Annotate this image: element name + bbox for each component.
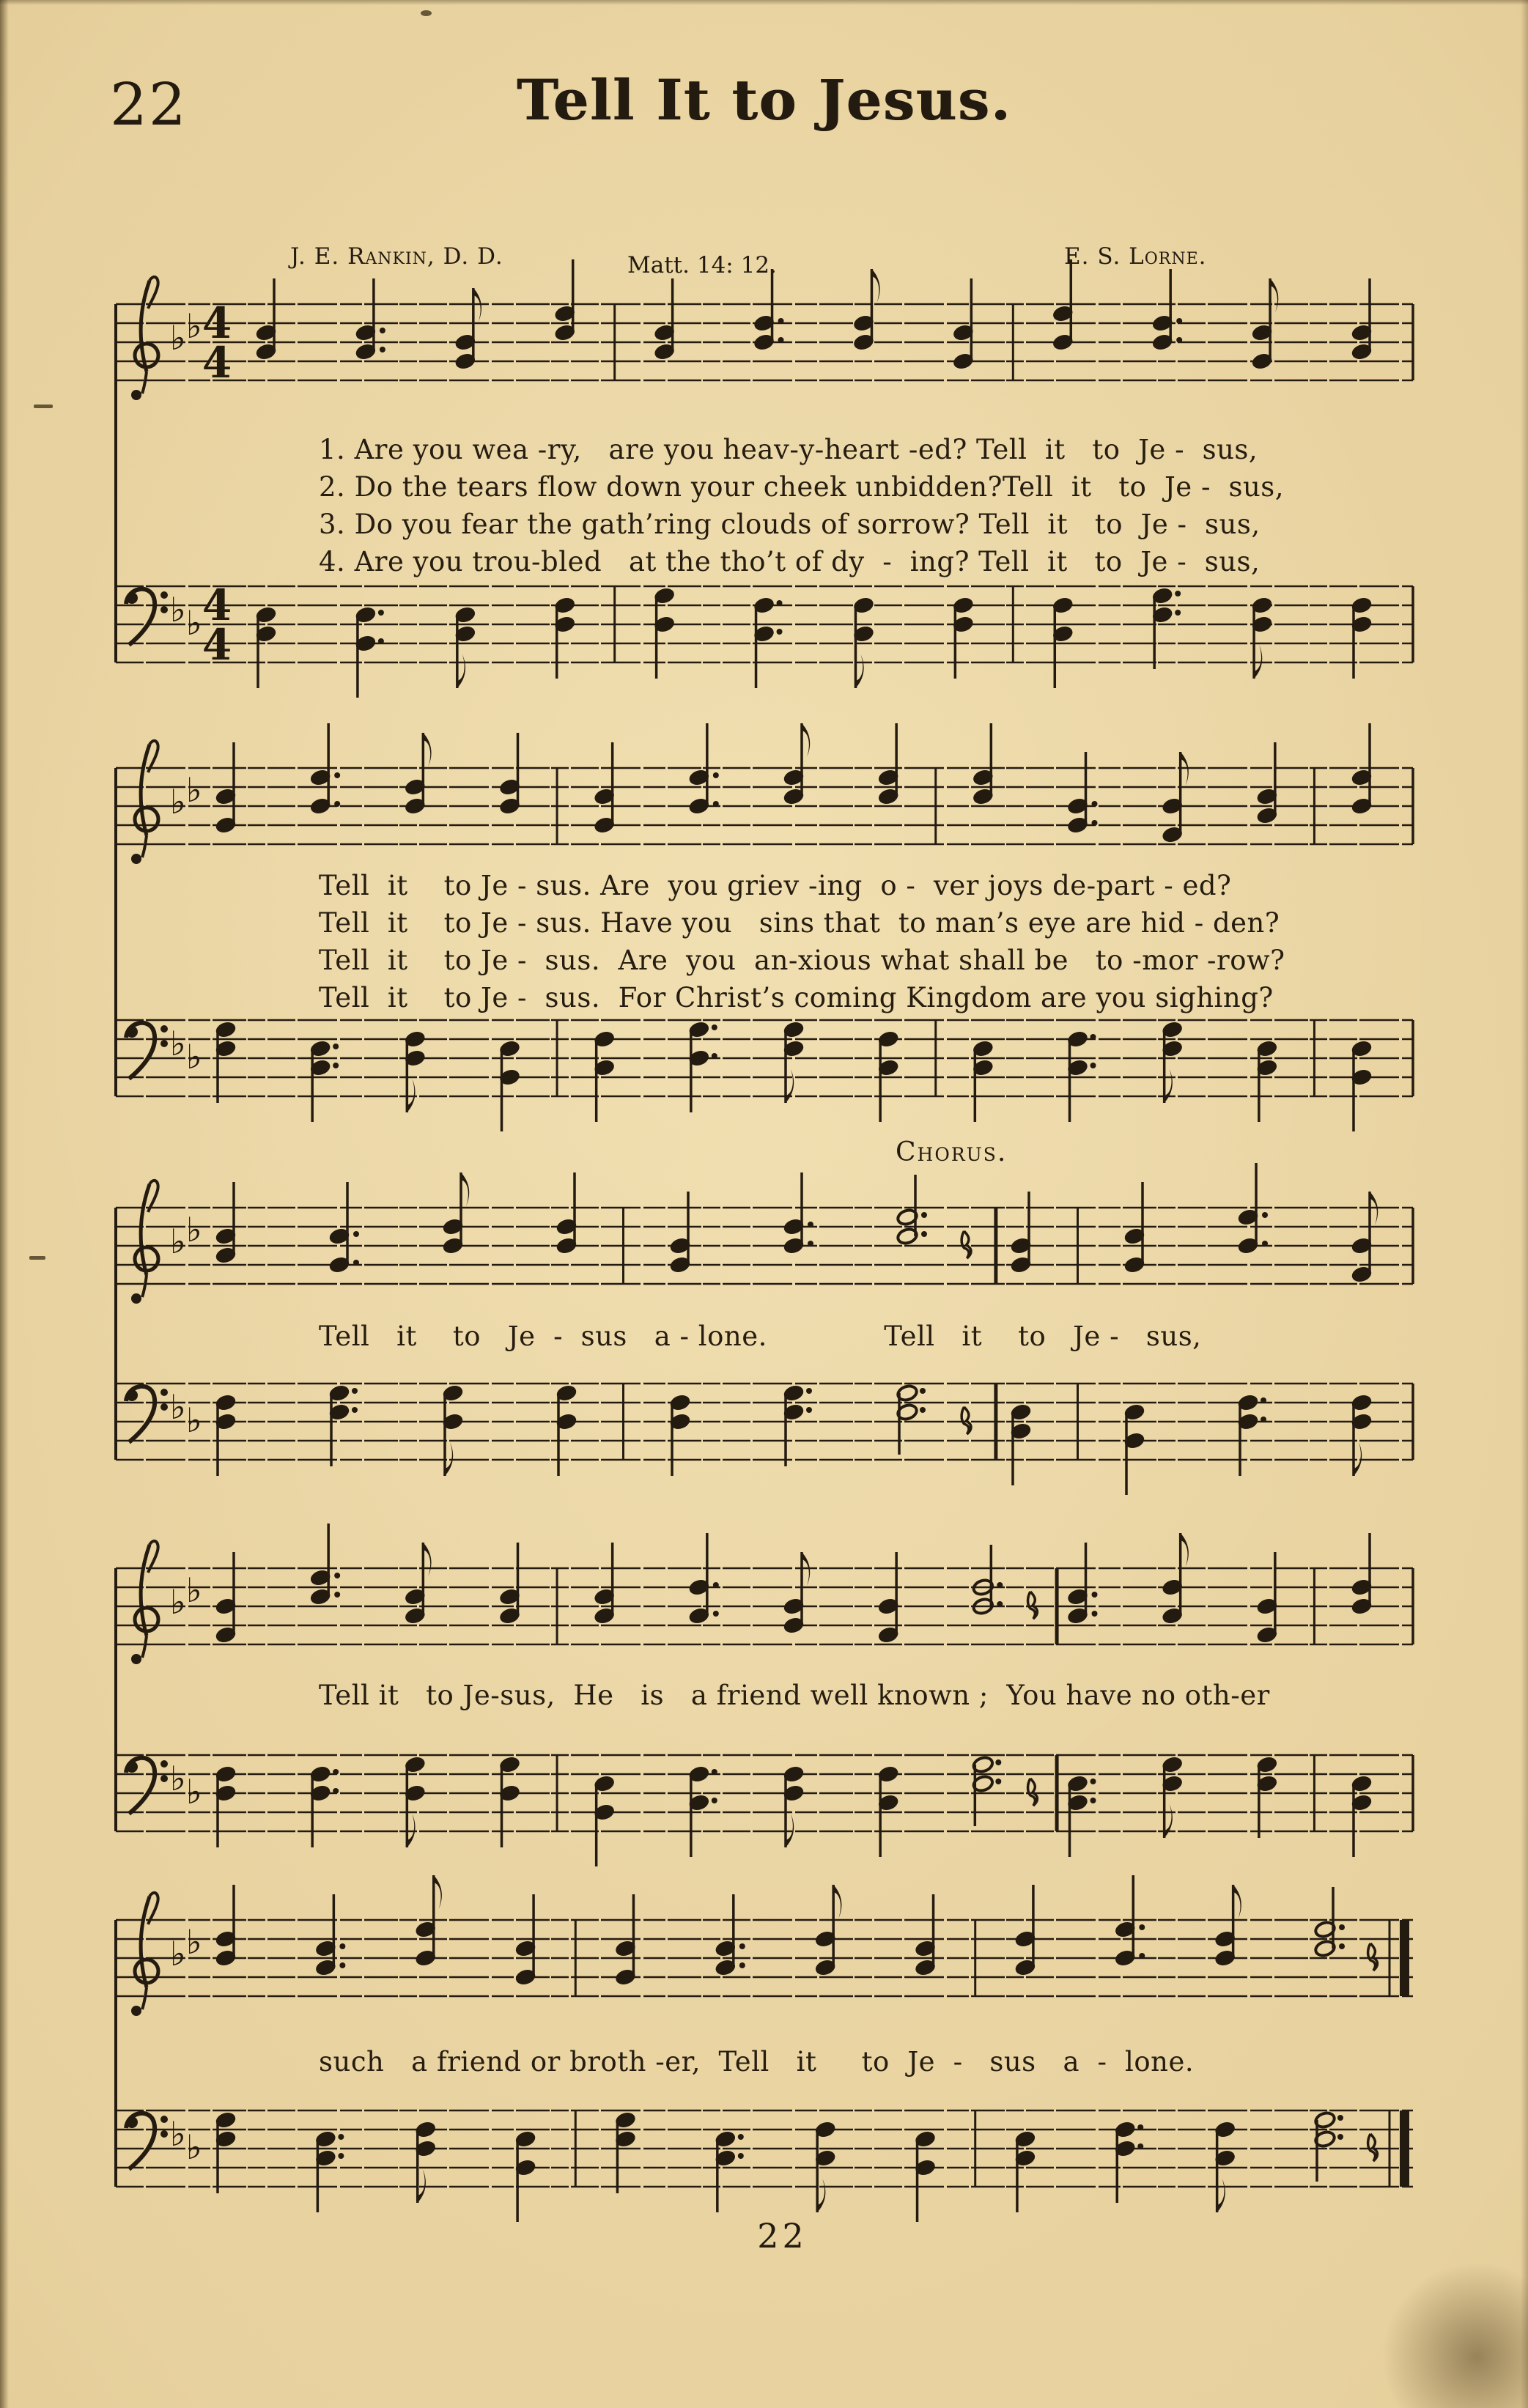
chorus-line-1: Tell it to Je - sus a - lone. Tell it to Je - sus, [319,1321,1202,1352]
refrain-line-3: Tell it to Je - sus. Are you an-xious what shall be to -mor -row? [319,945,1285,976]
scripture-reference: Matt. 14: 12. [627,252,777,278]
svg-text:4: 4 [202,298,232,348]
svg-text:♭: ♭ [186,603,202,643]
svg-text:♭: ♭ [186,1400,202,1440]
svg-text:♭: ♭ [170,782,186,821]
chorus-line-3: such a friend or broth -er, Tell it to Je - sus a - lone. [319,2046,1195,2078]
svg-text:♭: ♭ [186,306,202,346]
svg-text:4: 4 [202,338,232,388]
svg-text:♭: ♭ [170,1387,186,1427]
chorus-line-2: Tell it to Je-sus, He is a friend well known ; You have no oth-er [319,1680,1270,1711]
refrain-line-1: Tell it to Je - sus. Are you griev -ing o - ver joys de-part - ed? [319,870,1232,901]
svg-text:♭: ♭ [170,1759,186,1798]
page-number-bottom: 22 [757,2216,808,2256]
svg-text:♭: ♭ [170,590,186,629]
chorus-label: Chorus. [896,1137,1008,1167]
verse-line-4: 4. Are you trou-bled at the tho’t of dy - ing? Tell it to Je - sus, [319,546,1261,577]
svg-text:♭: ♭ [186,1772,202,1811]
svg-text:♭: ♭ [170,318,186,358]
svg-text:♭: ♭ [186,2127,202,2167]
svg-text:♭: ♭ [186,1570,202,1610]
page-number-top: 22 [110,70,188,139]
svg-text:♭: ♭ [186,1210,202,1249]
svg-text:♭: ♭ [170,2114,186,2154]
svg-text:♭: ♭ [170,1024,186,1063]
verse-line-2: 2. Do the tears flow down your cheek unbidden?Tell it to Je - sus, [319,471,1285,503]
svg-text:4: 4 [202,580,232,630]
svg-text:♭: ♭ [170,1582,186,1622]
verse-line-3: 3. Do you fear the gath’ring clouds of sorrow? Tell it to Je - sus, [319,509,1261,540]
svg-text:4: 4 [202,620,232,670]
svg-text:♭: ♭ [186,1922,202,1962]
svg-text:♭: ♭ [170,1222,186,1261]
hymn-title: Tell It to Jesus. [516,67,1012,133]
author-credit: J. E. Rankin, D. D. [290,243,503,270]
verse-line-1: 1. Are you wea -ry, are you heav-y-heart -ed? Tell it to Je - sus, [319,434,1258,465]
refrain-line-2: Tell it to Je - sus. Have you sins that to man’s eye are hid - den? [319,907,1280,939]
refrain-line-4: Tell it to Je - sus. For Christ’s coming Kingdom are you sighing? [319,982,1274,1013]
svg-text:♭: ♭ [186,1037,202,1076]
composer-credit: E. S. Lorne. [1064,243,1207,270]
svg-text:♭: ♭ [186,770,202,810]
svg-text:♭: ♭ [170,1934,186,1973]
